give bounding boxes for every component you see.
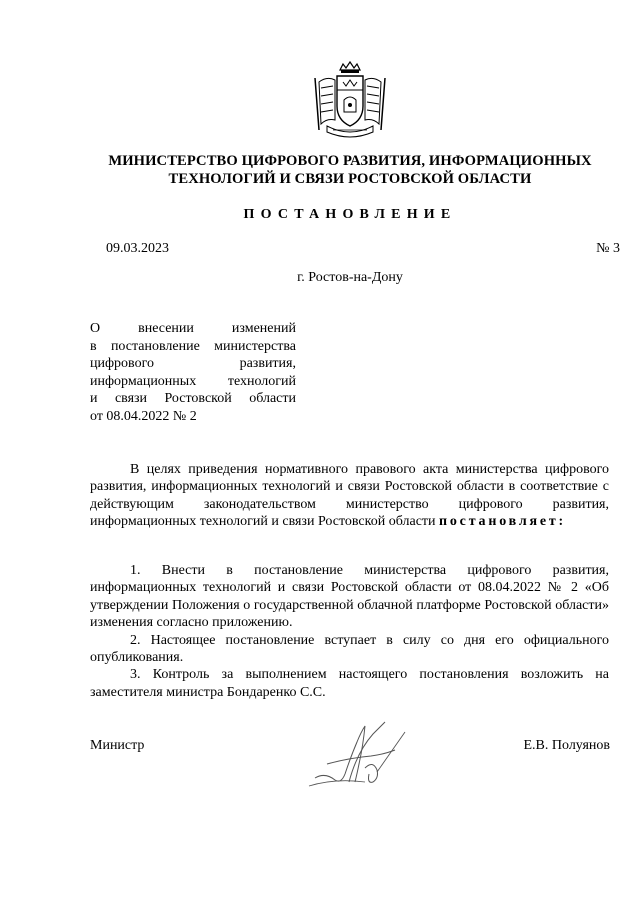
subject-line: О внесении изменений [90, 321, 296, 336]
subject-line: от 08.04.2022 № 2 [90, 408, 197, 424]
ministry-title-line2: ТЕХНОЛОГИЙ И СВЯЗИ РОСТОВСКОЙ ОБЛАСТИ [168, 171, 532, 187]
coat-of-arms-icon [313, 60, 387, 140]
preamble-text: В целях приведения нормативного правового акта министерства цифрового развития, информационных технологий и связи Ростовской области в соответствие с действующим законодательством министерство цифрового развития, информационных технологий и связи Ростовской области [90, 462, 609, 530]
decree-item-2: 2. Настоящее постановление вступает в силу со дня его официального опубликования. [90, 632, 609, 666]
subject-line: информационных технологий [90, 373, 296, 389]
document-subject [90, 320, 296, 426]
signatory-name: Е.В. Полуянов [523, 738, 610, 753]
ministry-title [80, 152, 620, 188]
decree-item-1: 1. Внести в постановление министерства цифрового развития, информационных технологий и связи Ростовской области от 08.04.2022 № 2 «Об утверждении Положения о государственной облачной платформе Ростовской области» изменения согласно приложению. [90, 563, 609, 631]
preamble-paragraph [90, 461, 609, 531]
document-date: 09.03.2023 [106, 241, 169, 256]
handwritten-signature [305, 712, 415, 792]
decree-item-3: 3. Контроль за выполнением настоящего постановления возложить на заместителя министра Бондаренко С.С. [90, 667, 609, 700]
decree-items [90, 562, 609, 701]
signatory-title: Министр [90, 738, 145, 753]
document-type: ПОСТАНОВЛЕНИЕ [243, 207, 457, 222]
subject-line: цифрового развития, [90, 356, 296, 372]
decree-word: постановляет: [439, 514, 567, 530]
subject-line: в постановление министерства [90, 338, 296, 354]
document-number: № 3 [596, 241, 620, 256]
document-city: г. Ростов-на-Дону [297, 270, 403, 285]
subject-line: и связи Ростовской области [90, 391, 296, 407]
ministry-title-line1: МИНИСТЕРСТВО ЦИФРОВОГО РАЗВИТИЯ, ИНФОРМАЦИОННЫХ [108, 153, 592, 169]
